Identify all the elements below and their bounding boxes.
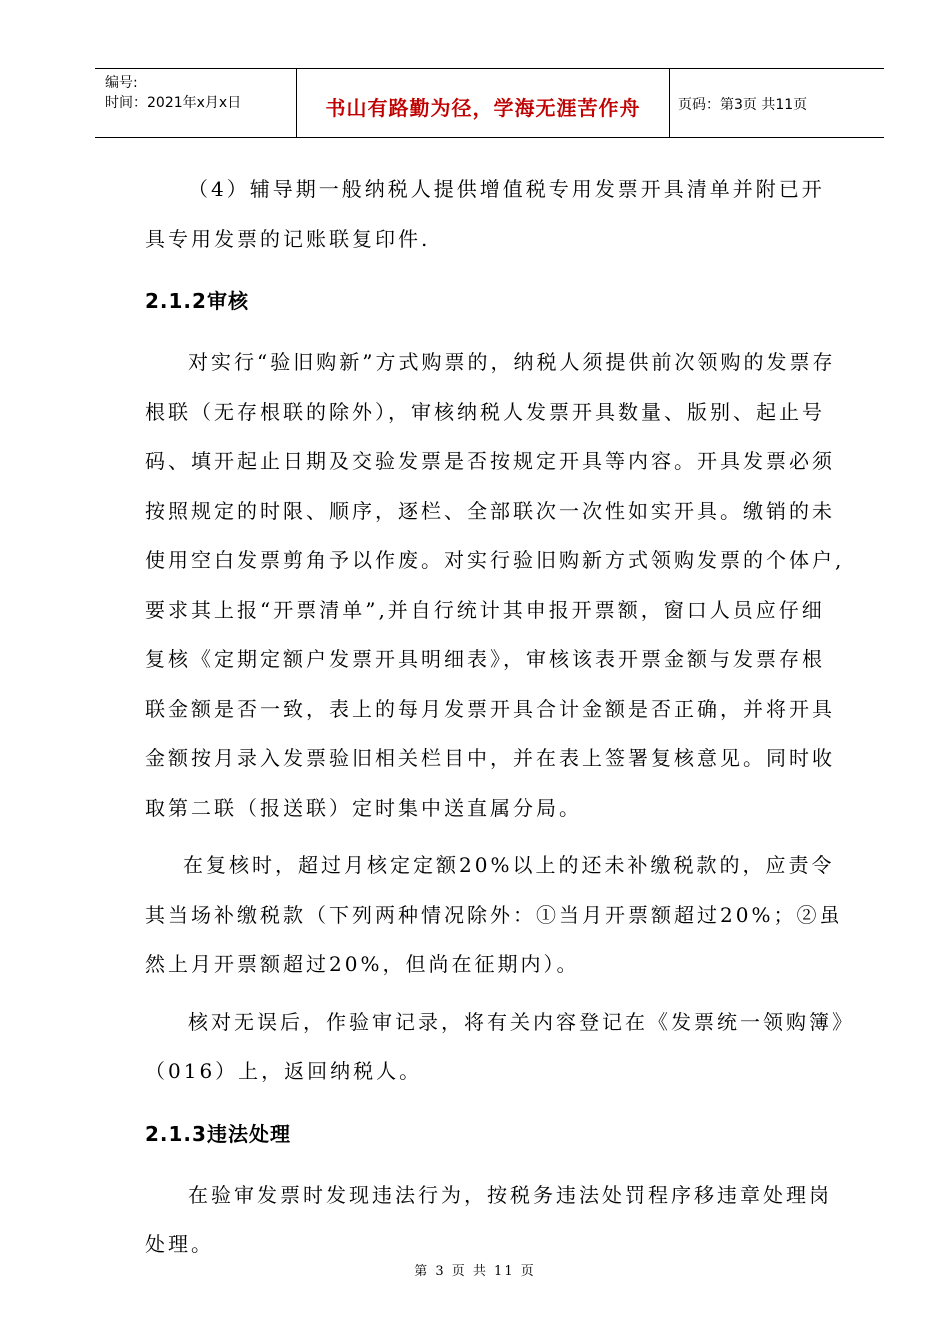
header-meta-cell	[95, 69, 297, 137]
paragraph-recheck: 在复核时，超过月核定定额20%以上的还未补缴税款的，应责令其当场补缴税款（下列两种情况除外：①当月开票额超过20%；②虽然上月开票额超过20%，但尚在征期内）。	[145, 853, 843, 976]
header-page-cell	[670, 69, 884, 137]
page-footer: 第 3 页 共 11 页	[414, 1264, 536, 1279]
section-heading-review: 2.1.2审核	[145, 289, 249, 313]
document-body	[145, 165, 845, 1270]
page-header	[95, 68, 884, 138]
paragraph-review: 对实行“验旧购新”方式购票的，纳税人须提供前次领购的发票存根联（无存根联的除外），审核纳税人发票开具数量、版别、起止号码、填开起止日期及交验发票是否按规定开具等内容。开具发票必须按照规定的时限、顺序，逐栏、全部联次一次性如实开具。缴销的未使用空白发票剪角予以作废。对实行验旧购新方式领购发票的个体户,要求其上报“开票清单”,并自行统计其申报开票额，窗口人员应仔细复核《定期定额户发票开具明细表》，审核该表开票金额与发票存根联金额是否一致，表上的每月发票开具合计金额是否正确，并将开具金额按月录入发票验旧相关栏目中，并在表上签署复核意见。同时收取第二联（报送联）定时集中送直属分局。	[145, 350, 845, 820]
header-motto-cell	[297, 69, 670, 137]
header-page-number: 页码：第3页 共11页	[678, 97, 808, 113]
document-date: 时间：2021年x月x日	[105, 95, 242, 111]
header-motto: 书山有路勤为径，学海无涯苦作舟	[325, 96, 641, 120]
paragraph-violation: 在验审发票时发现违法行为，按税务违法处罚程序移违章处理岗处理。	[145, 1182, 832, 1256]
section-heading-violation: 2.1.3违法处理	[145, 1121, 291, 1146]
paragraph-item-4: （4）辅导期一般纳税人提供增值税专用发票开具清单并附已开具专用发票的记账联复印件.	[145, 177, 825, 251]
document-number-label: 编号:	[105, 75, 138, 91]
paragraph-record: 核对无误后，作验审记录，将有关内容登记在《发票统一领购簿》（016）上，返回纳税人。	[145, 1009, 845, 1083]
